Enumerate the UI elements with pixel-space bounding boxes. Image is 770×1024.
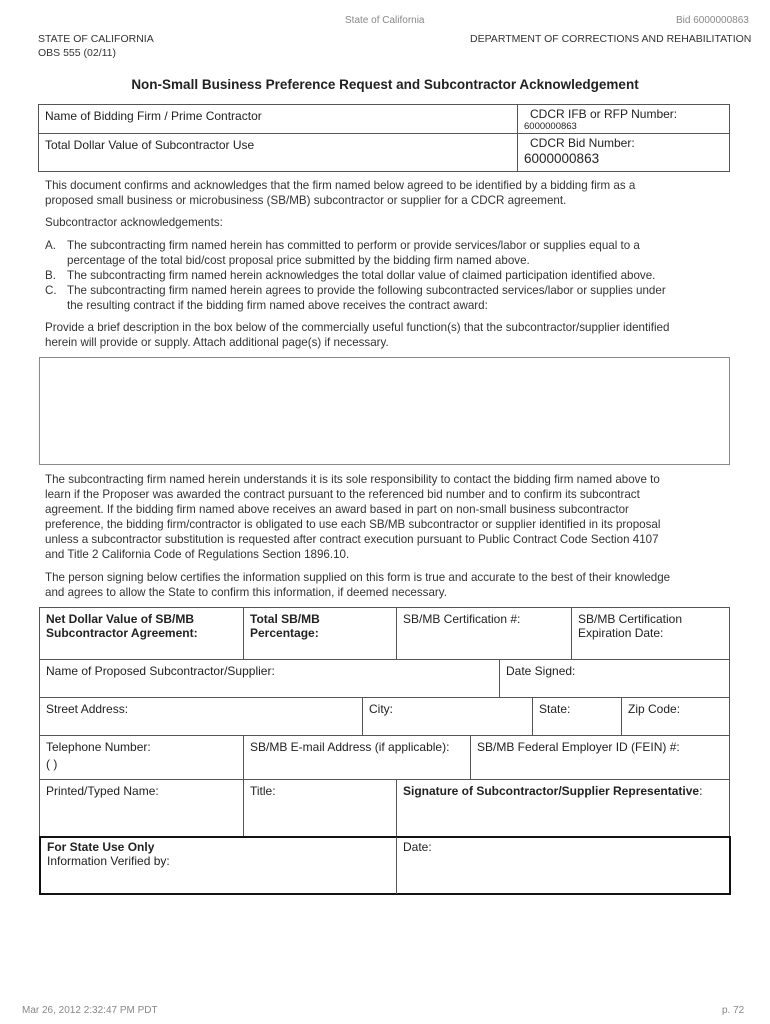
signature-label: Signature of Subcontractor/Supplier Representative (403, 784, 700, 798)
total-dollar-cell[interactable] (38, 133, 518, 172)
date-signed-cell[interactable] (499, 659, 730, 698)
net-dollar-cell[interactable] (39, 607, 244, 660)
bidding-firm-cell[interactable] (38, 104, 518, 134)
street-label: Street Address: (46, 702, 129, 716)
state-use-label: For State Use Only (47, 840, 155, 854)
cdcr-bid-cell[interactable] (517, 133, 730, 172)
fein-label: SB/MB Federal Employer ID (FEIN) #: (477, 740, 680, 754)
total-dollar-label: Total Dollar Value of Subcontractor Use (45, 138, 255, 152)
footer-timestamp: Mar 26, 2012 2:32:47 PM PDT (22, 1005, 158, 1016)
state-use-date-label: Date: (403, 840, 432, 854)
city-label: City: (369, 702, 393, 716)
page-title: Non-Small Business Preference Request and Subcontractor Acknowledgement (131, 77, 639, 92)
verified-by-label: Information Verified by: (47, 854, 170, 868)
ack-line: The subcontracting firm named herein agrees to provide the following subcontracted services/labor or supplies under (67, 284, 666, 297)
bidding-firm-label: Name of Bidding Firm / Prime Contractor (45, 109, 262, 123)
zip-cell[interactable] (621, 697, 730, 736)
ack-line: The subcontracting firm named herein acknowledges the total dollar value of claimed participation identified above. (67, 269, 656, 282)
description-textarea[interactable] (39, 357, 730, 465)
city-cell[interactable] (362, 697, 533, 736)
cert-exp-label-2: Expiration Date: (578, 626, 664, 640)
fein-cell[interactable] (470, 735, 730, 780)
total-pct-cell[interactable] (243, 607, 397, 660)
department-name: DEPARTMENT OF CORRECTIONS AND REHABILITATION (470, 33, 752, 45)
cdcr-bid-value: 6000000863 (524, 151, 600, 166)
signature-cell[interactable] (396, 779, 730, 837)
total-pct-label-1: Total SB/MB (250, 612, 320, 626)
certify-line: and agrees to allow the State to confirm this information, if deemed necessary. (45, 586, 447, 599)
responsibility-line: and Title 2 California Code of Regulations Section 1896.10. (45, 548, 350, 561)
intro-line: This document confirms and acknowledges that the firm named below agreed to be identified by a bidding firm as a (45, 179, 636, 192)
describe-line: herein will provide or supply. Attach additional page(s) if necessary. (45, 336, 389, 349)
title-cell[interactable] (243, 779, 397, 837)
email-label: SB/MB E-mail Address (if applicable): (250, 740, 450, 754)
ack-line: The subcontracting firm named herein has committed to perform or provide services/labor or supplies equal to a (67, 239, 640, 252)
certify-paragraph (45, 570, 725, 600)
responsibility-line: The subcontracting firm named herein understands it is its sole responsibility to contact the bidding firm named above to (45, 473, 660, 486)
ack-marker: B. (45, 269, 56, 282)
date-signed-label: Date Signed: (506, 664, 576, 678)
state-use-divider (396, 837, 397, 894)
net-dollar-label-1: Net Dollar Value of SB/MB (46, 612, 195, 626)
zip-label: Zip Code: (628, 702, 681, 716)
ack-marker: A. (45, 239, 56, 252)
bid-top-label: Bid 6000000863 (676, 15, 749, 26)
intro-line: proposed small business or microbusiness (SB/MB) subcontractor or supplier for a CDCR agreement. (45, 194, 567, 207)
state-use-cell[interactable] (47, 840, 170, 868)
email-cell[interactable] (243, 735, 471, 780)
ack-item-a (45, 238, 725, 268)
telephone-paren: ( ) (46, 757, 58, 771)
ack-marker: C. (45, 284, 57, 297)
ack-line: percentage of the total bid/cost proposal price submitted by the bidding firm named above. (67, 254, 530, 267)
total-pct-label-2: Percentage: (250, 626, 319, 640)
intro-paragraph (45, 178, 725, 208)
ack-item-b (45, 268, 725, 283)
cert-exp-cell[interactable] (571, 607, 730, 660)
cert-num-label: SB/MB Certification #: (403, 612, 521, 626)
signature-colon: : (699, 784, 703, 798)
describe-line: Provide a brief description in the box below of the commercially useful function(s) that the subcontractor/supplier identified (45, 321, 670, 334)
footer-page-number: p. 72 (722, 1005, 745, 1016)
describe-paragraph (45, 320, 725, 350)
ack-item-c (45, 283, 725, 313)
street-cell[interactable] (39, 697, 363, 736)
printed-name-cell[interactable] (39, 779, 244, 837)
cert-exp-label-1: SB/MB Certification (578, 612, 683, 626)
responsibility-line: agreement. If the bidding firm named above receives an award based in part on non-small business subcontractor (45, 503, 629, 516)
cert-num-cell[interactable] (396, 607, 572, 660)
subcontractor-name-cell[interactable] (39, 659, 500, 698)
responsibility-line: learn if the Proposer was awarded the contract pursuant to the referenced bid number and to confirm its subcontract (45, 488, 640, 501)
responsibility-line: preference, the bidding firm/contractor is obligated to use each SB/MB subcontractor or supplier identified in its proposal (45, 518, 661, 531)
telephone-label: Telephone Number: (46, 740, 151, 754)
certify-line: The person signing below certifies the information supplied on this form is true and accurate to the best of their knowledge (45, 571, 671, 584)
telephone-cell[interactable] (39, 735, 244, 780)
state-label: State: (539, 702, 571, 716)
state-cell[interactable] (532, 697, 622, 736)
printed-name-label: Printed/Typed Name: (46, 784, 159, 798)
state-top-label: State of California (345, 15, 425, 26)
cdcr-ifb-cell[interactable] (517, 104, 730, 134)
state-use-date-cell[interactable] (403, 840, 432, 854)
form-number: OBS 555 (02/11) (38, 47, 117, 59)
net-dollar-label-2: Subcontractor Agreement: (46, 626, 198, 640)
state-name: STATE OF CALIFORNIA (38, 33, 154, 45)
responsibility-paragraph (45, 472, 725, 562)
cdcr-ifb-value: 6000000863 (524, 121, 577, 132)
cdcr-ifb-label: CDCR IFB or RFP Number: (530, 107, 678, 121)
ack-line: the resulting contract if the bidding firm named above receives the contract award: (67, 299, 488, 312)
subcontractor-name-label: Name of Proposed Subcontractor/Supplier: (46, 664, 275, 678)
ack-heading: Subcontractor acknowledgements: (45, 216, 223, 229)
title-label: Title: (250, 784, 276, 798)
responsibility-line: unless a subcontractor substitution is requested after contract execution pursuant to Public Contract Code Section 4107 (45, 533, 659, 546)
cdcr-bid-label: CDCR Bid Number: (530, 136, 635, 150)
